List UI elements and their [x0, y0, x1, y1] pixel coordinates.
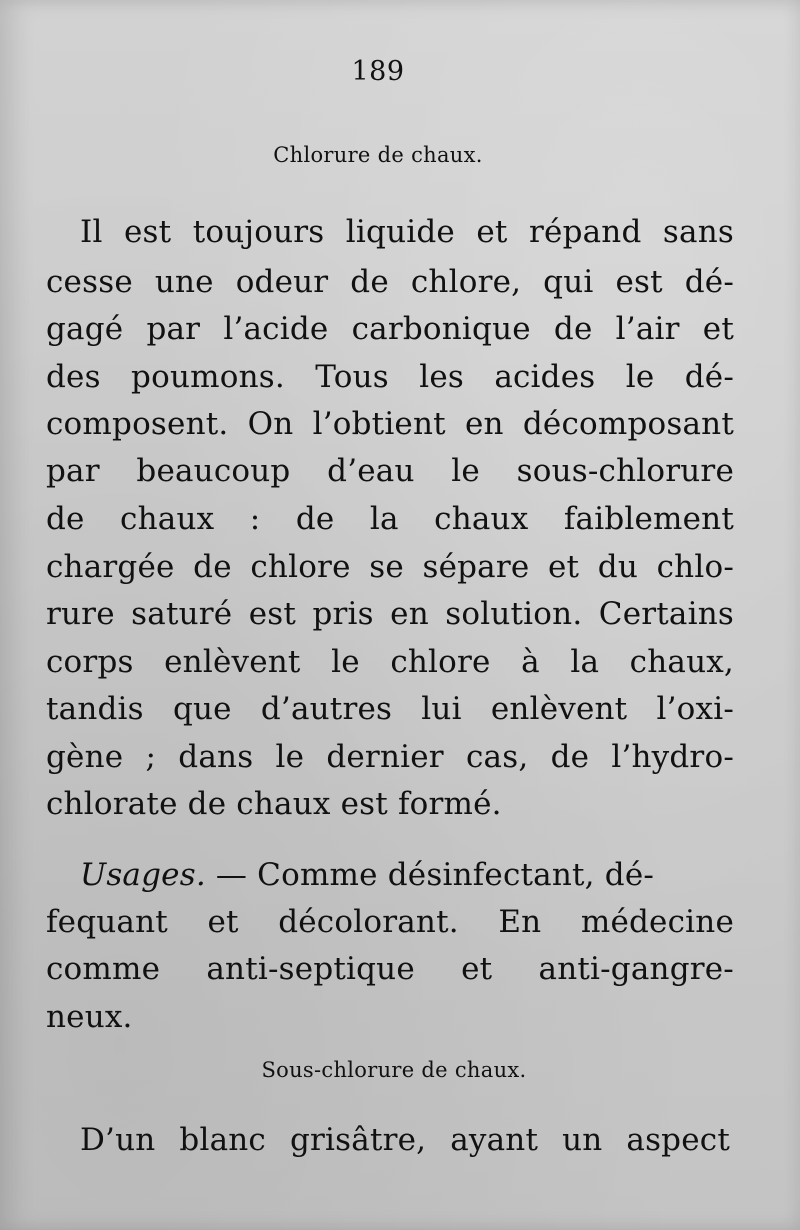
text-line: D’un blanc grisâtre, ayant un aspect	[80, 1122, 730, 1158]
usages-label: Usages.	[80, 857, 206, 893]
text-line: de chaux : de la chaux faiblement	[46, 501, 734, 537]
text-line: des poumons. Tous les acides le dé-	[46, 359, 734, 395]
text-line: gagé par l’acide carbonique de l’air et	[46, 311, 734, 347]
text-line: rure saturé est pris en solution. Certains	[46, 596, 734, 632]
text-line: cesse une odeur de chlore, qui est dé-	[46, 264, 734, 300]
text-line: Il est toujours liquide et répand sans	[80, 214, 734, 250]
page-number: 189	[351, 56, 405, 87]
section-heading-chlorure: Chlorure de chaux.	[273, 143, 483, 167]
text-line: fequant et décolorant. En médecine	[46, 904, 734, 940]
text-line: chargée de chlore se sépare et du chlo-	[46, 549, 734, 585]
text-line: gène ; dans le dernier cas, de l’hydro-	[46, 739, 734, 775]
text-line: comme anti-septique et anti-gangre-	[46, 951, 734, 987]
text-line: par beaucoup d’eau le sous-chlorure	[46, 453, 734, 489]
usages-line	[80, 855, 734, 899]
section-heading-sous-chlorure: Sous-chlorure de chaux.	[261, 1058, 527, 1082]
text-line: composent. On l’obtient en décomposant	[46, 406, 734, 442]
text-line: tandis que d’autres lui enlèvent l’oxi-	[46, 691, 734, 727]
text-line: chlorate de chaux est formé.	[46, 786, 502, 822]
text-line: neux.	[46, 999, 133, 1035]
text-line: corps enlèvent le chlore à la chaux,	[46, 644, 734, 680]
usages-text: — Comme désinfectant, dé-	[205, 857, 655, 893]
